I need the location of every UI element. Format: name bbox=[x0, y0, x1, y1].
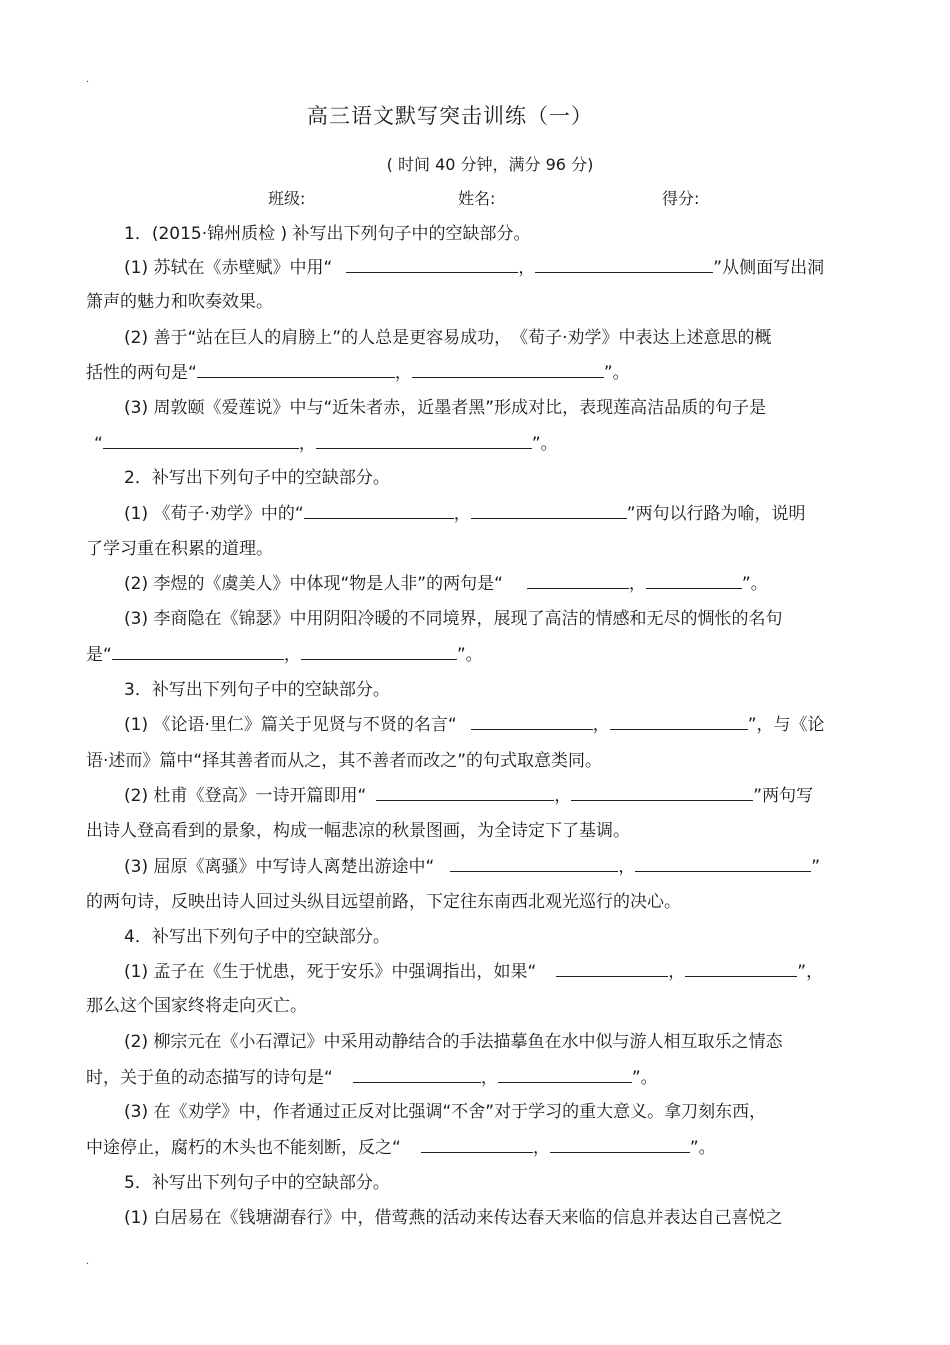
q2-heading: 2．补写出下列句子中的空缺部分。 bbox=[124, 468, 390, 488]
q4-heading: 4．补写出下列句子中的空缺部分。 bbox=[124, 927, 390, 947]
page-dot-top: . bbox=[86, 74, 90, 85]
answer-blank[interactable] bbox=[412, 361, 604, 378]
comma: ， bbox=[283, 645, 301, 665]
q3-item3-text: (3) 屈原《离骚》中写诗人离楚出游途中“ bbox=[124, 857, 435, 877]
q1-item3-line1: (3) 周敦颐《爱莲说》中与“近朱者赤，近墨者黑”形成对比，表现莲高洁品质的句子是 bbox=[124, 398, 767, 418]
q4-item2-line1: (2) 柳宗元在《小石潭记》中采用动静结合的手法描摹鱼在水中似与游人相互取乐之情态 bbox=[124, 1032, 783, 1052]
class-label: 班级: bbox=[268, 189, 306, 208]
q2-item3-line2 bbox=[86, 643, 866, 667]
q5-item1-line1: (1) 白居易在《钱塘湖春行》中，借莺燕的活动来传达春天来临的信息并表达自己喜悦之 bbox=[124, 1208, 783, 1228]
q2-item2-text-end: ”。 bbox=[741, 574, 768, 594]
q4-item1-text-end: ”， bbox=[797, 962, 824, 982]
answer-blank[interactable] bbox=[112, 643, 284, 660]
answer-blank[interactable] bbox=[527, 572, 629, 589]
name-label: 姓名: bbox=[458, 189, 496, 208]
comma: ， bbox=[532, 1138, 550, 1158]
answer-blank[interactable] bbox=[346, 256, 518, 273]
q1-item1-text-end: ”从侧面写出洞 bbox=[713, 258, 825, 278]
answer-blank[interactable] bbox=[353, 1066, 481, 1083]
answer-blank[interactable] bbox=[535, 256, 713, 273]
q2-item1-text-end: ”两句以行路为喻，说明 bbox=[626, 504, 806, 524]
answer-blank[interactable] bbox=[103, 432, 299, 449]
answer-blank[interactable] bbox=[301, 643, 457, 660]
answer-blank[interactable] bbox=[471, 713, 593, 730]
q4-item2-line2 bbox=[86, 1066, 866, 1090]
answer-blank[interactable] bbox=[498, 1066, 632, 1083]
q3-item1-line1 bbox=[124, 713, 904, 737]
q1-item1-line1 bbox=[124, 256, 904, 280]
q1-item1-line2: 箫声的魅力和吹奏效果。 bbox=[86, 292, 273, 312]
q3-item1-text-end: ”，与《论 bbox=[747, 715, 825, 735]
q3-item1-text: (1) 《论语·里仁》篇关于见贤与不贤的名言“ bbox=[124, 715, 457, 735]
q4-item2-text: 时，关于鱼的动态描写的诗句是“ bbox=[86, 1068, 333, 1088]
q2-item3-text-end: ”。 bbox=[456, 645, 483, 665]
answer-blank[interactable] bbox=[635, 855, 811, 872]
q3-item2-text-end: ”两句写 bbox=[753, 786, 814, 806]
answer-blank[interactable] bbox=[646, 572, 742, 589]
score-label: 得分: bbox=[662, 189, 700, 208]
answer-blank[interactable] bbox=[316, 432, 532, 449]
q1-item2-text: 括性的两句是“ bbox=[86, 363, 197, 383]
answer-blank[interactable] bbox=[556, 960, 668, 977]
q3-item3-text-end: ” bbox=[811, 857, 821, 877]
q3-item2-text: (2) 杜甫《登高》一诗开篇即用“ bbox=[124, 786, 367, 806]
q2-item1-text: (1) 《荀子·劝学》中的“ bbox=[124, 504, 304, 524]
comma: ， bbox=[453, 504, 471, 524]
comma: ， bbox=[592, 715, 610, 735]
q1-item3-text-end: ”。 bbox=[531, 434, 558, 454]
q1-item2-line1: (2) 善于“站在巨人的肩膀上”的人总是更容易成功， 《荀子·劝学》中表达上述意思的概 bbox=[124, 328, 772, 348]
q1-item3-text: “ bbox=[94, 434, 103, 454]
comma: ， bbox=[668, 962, 686, 982]
answer-blank[interactable] bbox=[610, 713, 748, 730]
q2-item3-line1: (3) 李商隐在《锦瑟》中用阴阳冷暖的不同境界，展现了高洁的情感和无尽的惆怅的名句 bbox=[124, 609, 783, 629]
q3-item3-line2: 的两句诗，反映出诗人回过头纵目远望前路，下定往东南西北观光巡行的决心。 bbox=[86, 892, 681, 912]
answer-blank[interactable] bbox=[571, 784, 753, 801]
q1-item1-text: (1) 苏轼在《赤壁赋》中用“ bbox=[124, 258, 333, 278]
q4-item1-text: (1) 孟子在《生于忧患，死于安乐》中强调指出，如果“ bbox=[124, 962, 537, 982]
q4-item3-text-end: ”。 bbox=[689, 1138, 716, 1158]
q4-item3-line1: (3) 在《劝学》中，作者通过正反对比强调“不舍”对于学习的重大意义。拿刀刻东西， bbox=[124, 1102, 767, 1122]
q4-item2-text-end: ”。 bbox=[631, 1068, 658, 1088]
q2-item3-text: 是“ bbox=[86, 645, 112, 665]
comma: ， bbox=[628, 574, 646, 594]
answer-blank[interactable] bbox=[550, 1136, 690, 1153]
q3-item3-line1 bbox=[124, 855, 904, 879]
q2-item1-line1 bbox=[124, 502, 904, 526]
q1-item2-text-end: ”。 bbox=[603, 363, 630, 383]
q3-item2-line2: 出诗人登高看到的景象，构成一幅悲凉的秋景图画，为全诗定下了基调。 bbox=[86, 821, 630, 841]
q3-heading: 3．补写出下列句子中的空缺部分。 bbox=[124, 680, 390, 700]
q2-item2-line1 bbox=[124, 572, 904, 596]
answer-blank[interactable] bbox=[376, 784, 554, 801]
comma: ， bbox=[618, 857, 636, 877]
comma: ， bbox=[394, 363, 412, 383]
answer-blank[interactable] bbox=[450, 855, 618, 872]
page-title: 高三语文默写突击训练（一） bbox=[307, 104, 593, 128]
answer-blank[interactable] bbox=[197, 361, 395, 378]
page-subtitle: ( 时间 40 分钟，满分 96 分) bbox=[386, 155, 594, 174]
comma: ， bbox=[518, 258, 536, 278]
comma: ， bbox=[554, 786, 572, 806]
answer-blank[interactable] bbox=[471, 502, 627, 519]
q3-item2-line1 bbox=[124, 784, 904, 808]
q4-item3-line2 bbox=[86, 1136, 866, 1160]
q1-item2-line2 bbox=[86, 361, 866, 385]
comma: ， bbox=[480, 1068, 498, 1088]
q5-heading: 5．补写出下列句子中的空缺部分。 bbox=[124, 1173, 390, 1193]
q3-item1-line2: 语·述而》篇中“择其善者而从之，其不善者而改之”的句式取意类同。 bbox=[86, 751, 603, 771]
q1-item3-line2 bbox=[86, 432, 866, 456]
answer-blank[interactable] bbox=[304, 502, 454, 519]
q4-item3-text: 中途停止，腐朽的木头也不能刻断，反之“ bbox=[86, 1138, 401, 1158]
q4-item1-line1 bbox=[124, 960, 904, 984]
q2-item2-text: (2) 李煜的《虞美人》中体现“物是人非”的两句是“ bbox=[124, 574, 503, 594]
answer-blank[interactable] bbox=[685, 960, 797, 977]
comma: ， bbox=[298, 434, 316, 454]
q4-item1-line2: 那么这个国家终将走向灭亡。 bbox=[86, 996, 307, 1016]
q1-heading: 1．(2015·锦州质检 ) 补写出下列句子中的空缺部分。 bbox=[124, 224, 531, 244]
page-dot-bottom: . bbox=[86, 1256, 90, 1267]
answer-blank[interactable] bbox=[421, 1136, 533, 1153]
q2-item1-line2: 了学习重在积累的道理。 bbox=[86, 539, 273, 559]
